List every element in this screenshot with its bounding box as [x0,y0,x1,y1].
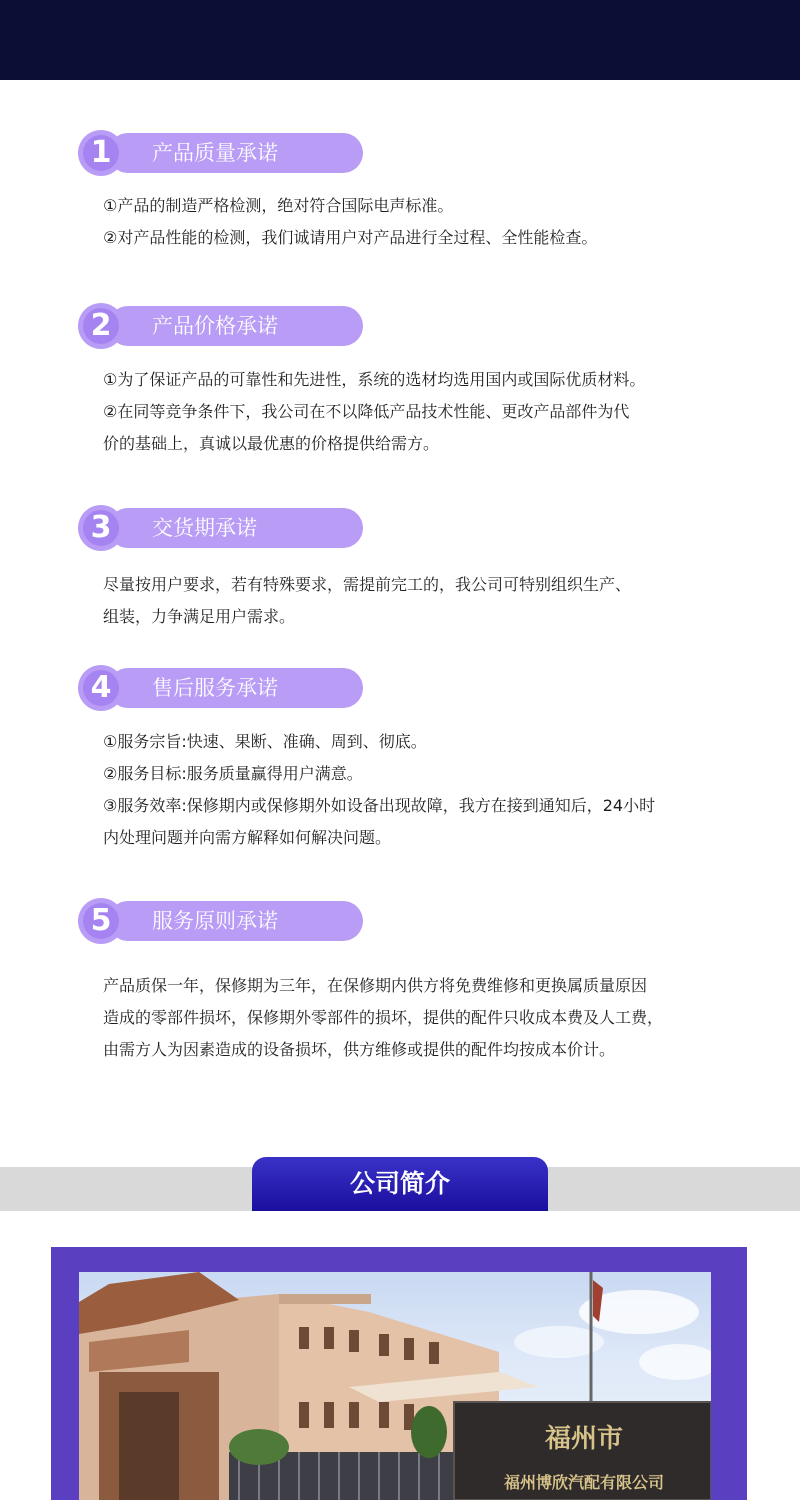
section-3-body [103,569,743,633]
body-line: 价的基础上，真诚以最优惠的价格提供给需方。 [103,434,440,453]
section-number-badge: 4 [90,670,112,705]
section-2-body [103,364,743,460]
body-line: 尽量按用户要求，若有特殊要求，需提前完工的，我公司可特别组织生产、 [103,575,632,594]
body-line: 由需方人为因素造成的设备损坏，供方维修或提供的配件均按成本价计。 [103,1040,616,1059]
section-title: 产品价格承诺 [152,314,278,338]
section-4-header [78,665,363,711]
body-line: ②对产品性能的检测，我们诚请用户对产品进行全过程、全性能检查。 [103,228,598,247]
company-photo-frame [51,1247,747,1500]
body-line: ①服务宗旨:快速、果断、准确、周到、彻底。 [103,732,427,751]
body-line: ②服务目标:服务质量赢得用户满意。 [103,764,363,783]
body-line: 产品质保一年，保修期为三年，在保修期内供方将免费维修和更换属质量原因 [103,976,648,995]
section-1-header [78,130,363,176]
body-line: ①为了保证产品的可靠性和先进性，系统的选材均选用国内或国际优质材料。 [103,370,646,389]
company-building-photo [79,1272,711,1500]
section-4-body [103,726,743,854]
body-line: 内处理问题并向需方解释如何解决问题。 [103,828,392,847]
sign-company-text: 福州博欣汽配有限公司 [503,1473,665,1492]
section-title: 服务原则承诺 [152,909,278,933]
body-line: 造成的零部件损坏，保修期外零部件的损坏，提供的配件只收成本费及人工费， [103,1008,664,1027]
section-number-badge: 3 [90,510,112,545]
section-2-header [78,303,363,349]
body-line: 组装，力争满足用户需求。 [103,607,296,626]
body-line: ①产品的制造严格检测，绝对符合国际电声标准。 [103,196,454,215]
section-title: 产品质量承诺 [152,141,278,165]
body-line: ②在同等竞争条件下，我公司在不以降低产品技术性能、更改产品部件为代 [103,402,630,421]
top-banner [0,0,800,80]
section-title: 交货期承诺 [152,516,257,540]
body-line: ③服务效率:保修期内或保修期外如设备出现故障，我方在接到通知后，24小时 [103,796,656,815]
section-5-header [78,898,363,944]
section-number-badge: 1 [90,135,112,170]
about-heading: 公司简介 [252,1157,548,1211]
section-3-header [78,505,363,551]
section-number-badge: 2 [90,308,112,343]
section-title: 售后服务承诺 [152,676,278,700]
section-1-body [103,190,743,254]
section-5-body [103,970,743,1066]
building-illustration [79,1272,711,1500]
section-number-badge: 5 [90,903,112,938]
sign-city-text: 福州市 [544,1424,624,1454]
